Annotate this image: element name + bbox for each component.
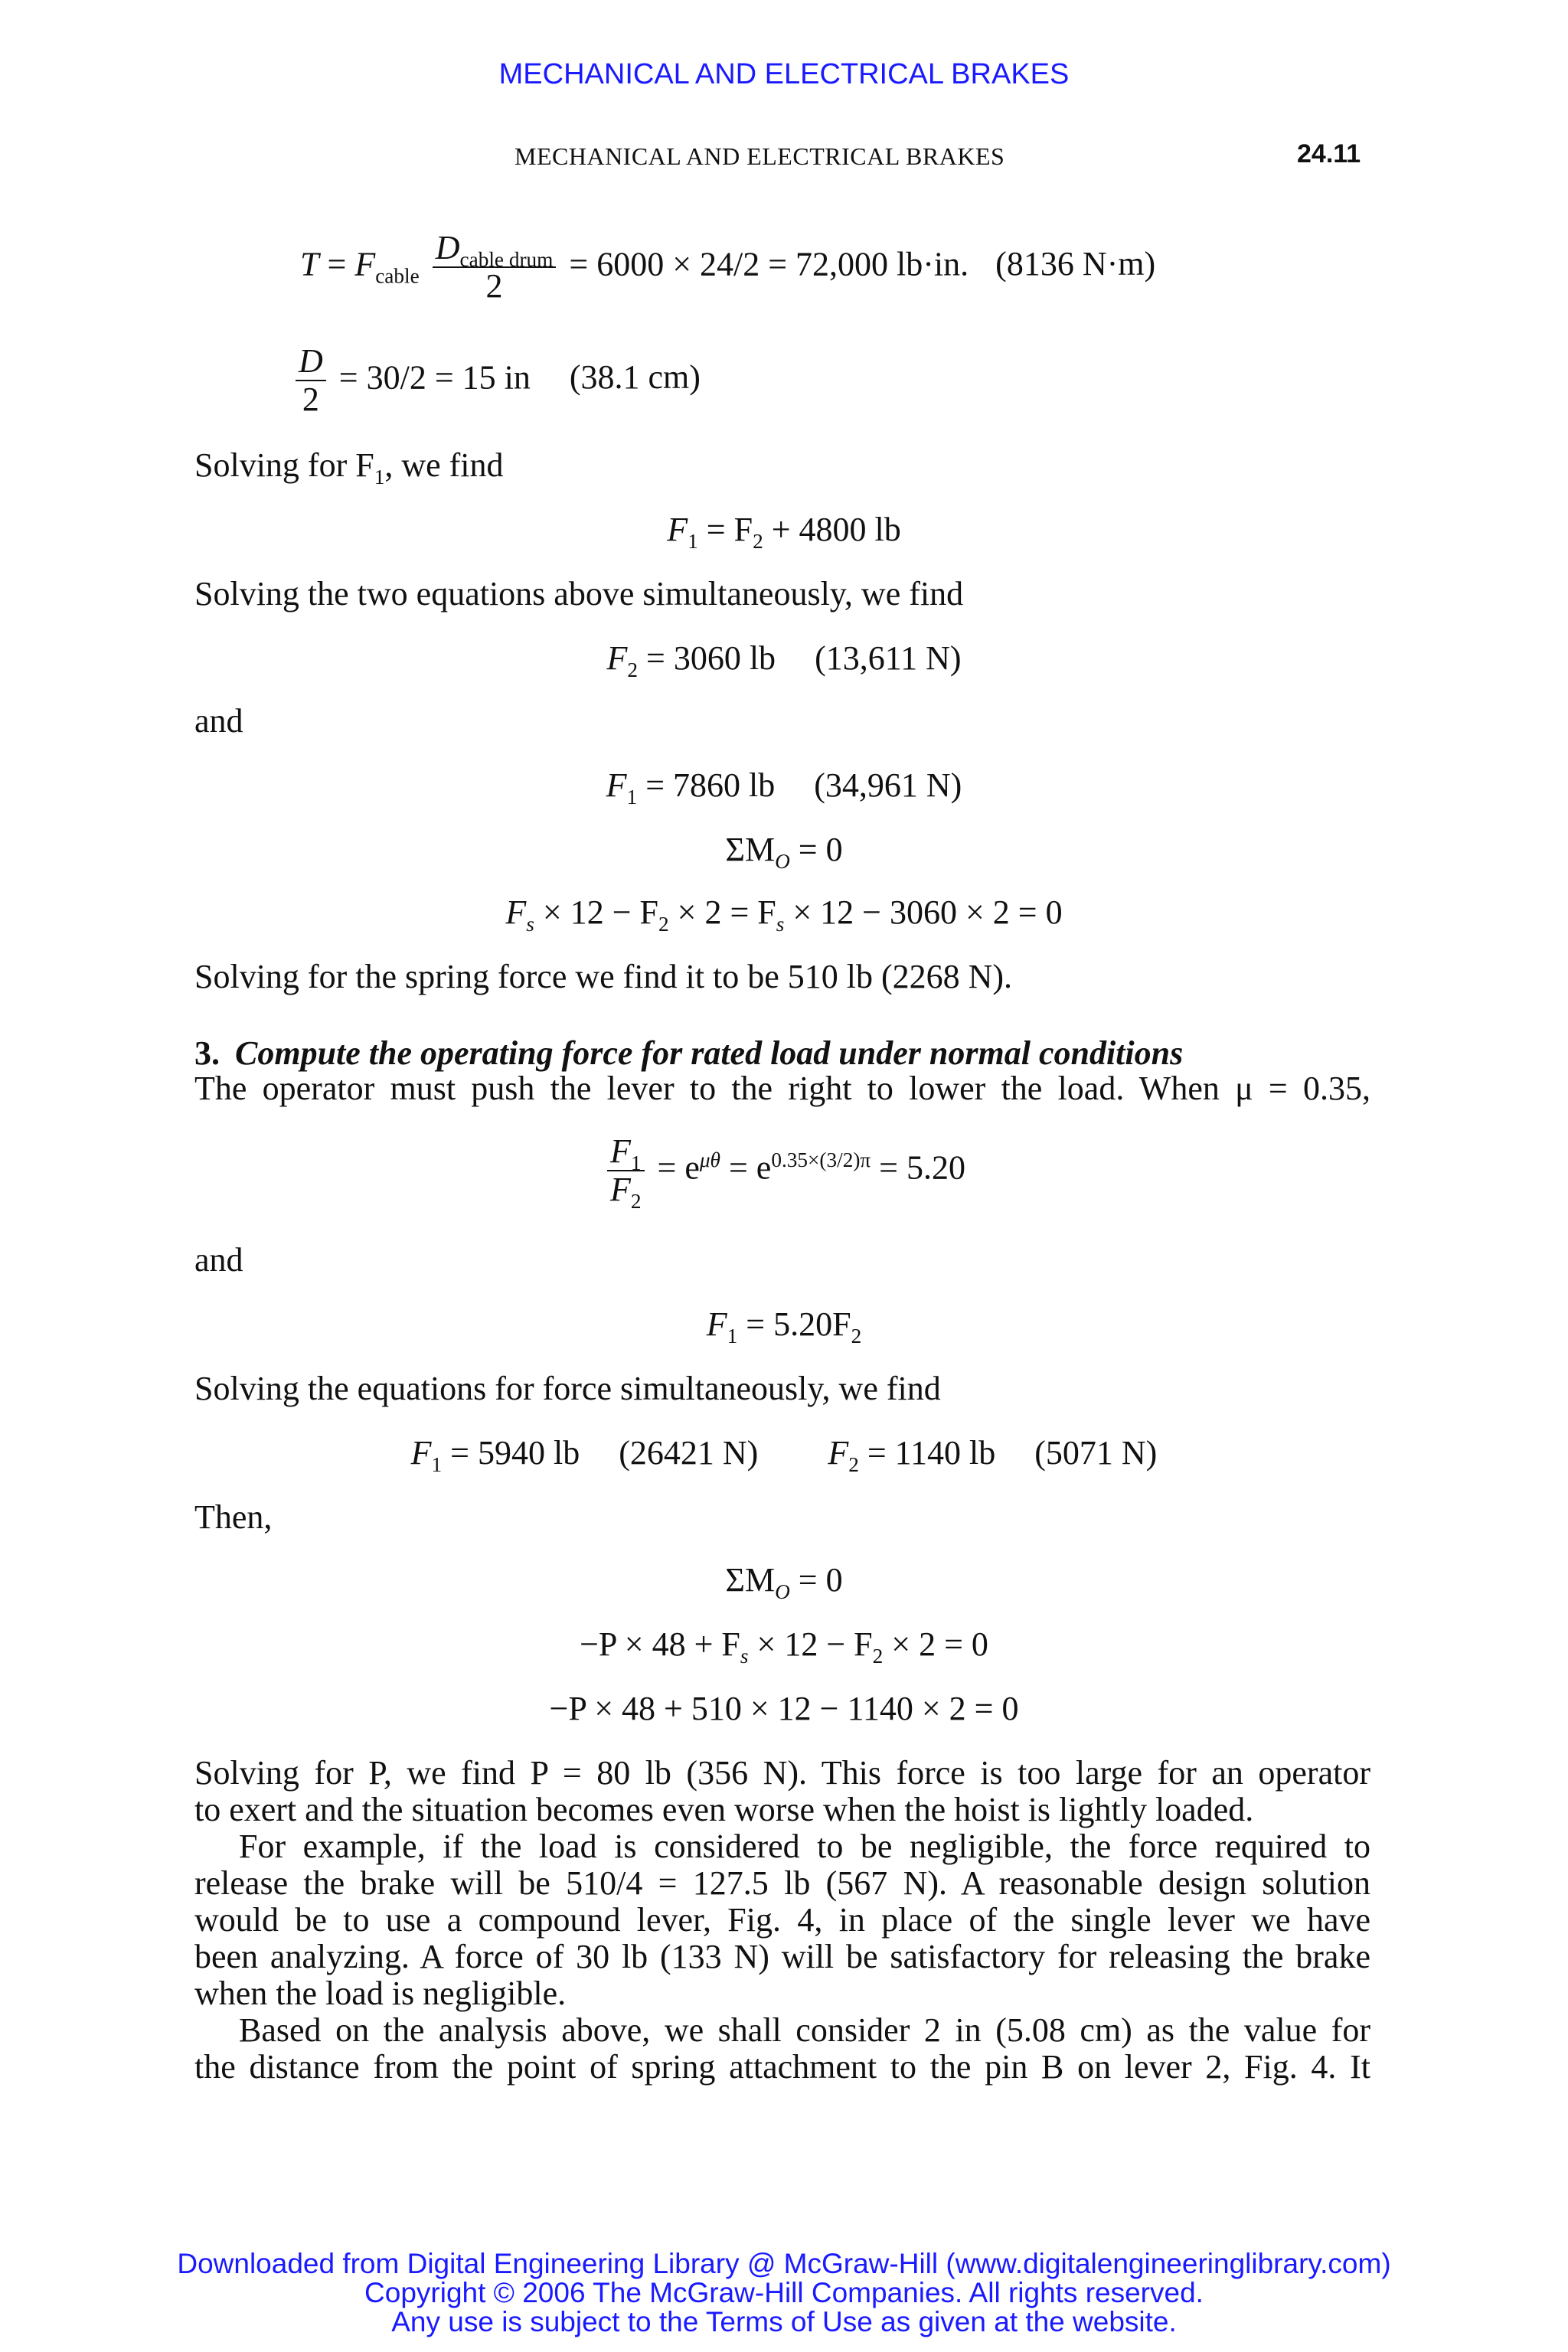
moment-equation-2: $\Sigma M_O = 0$ [725,1561,843,1603]
p-equation-1: $-P \times 48 + F_s \times 12 - F_2 \times 2 = 0$ [580,1625,988,1668]
force-ratio-fraction: $\frac{F_1}{F_2}$ [607,1133,645,1209]
footer-terms-link[interactable]: Any use is subject to the Terms of Use as given at the website. [391,2306,1177,2337]
page-number: 24.11 [1297,139,1361,168]
then-text: Then, [194,1498,273,1536]
solving-force-text: Solving the equations for force simultaneously, we find [194,1370,941,1407]
operator-line: The operator must push the lever to the right to lower the load. When μ = 0.35, [194,1070,1370,1107]
running-head: MECHANICAL AND ELECTRICAL BRAKES [514,142,1005,170]
f1-result-equation: $F_1 = 7860$ lb (34,961 N) [606,766,962,808]
solving-two-text: Solving the two equations above simultaneously, we find [194,575,964,612]
f1-f2-equation: $F_1 = F_2 + 4800$ lb [667,511,901,553]
spring-moment-equation: $F_s \times 12 - F_2 \times 2 = F_s \times 12 - 3060 \times 2 = 0$ [505,893,1063,936]
step-3-heading: 3. Compute the operating force for rated load under normal conditions [194,1034,1184,1072]
radius-fraction: $\frac{D}{2}$ [296,343,326,419]
ratio-equation: $\frac{F_1}{F_2}$ = $e^{\mu\theta} = e^{0.35\times(3/2)\pi} = 5.20$ [0,1133,1568,1209]
radius-equation: $\frac{D}{2}$ = 30/2 = 15 in (38.1 cm) [291,343,701,419]
and-text-2: and [194,1241,243,1279]
footer-download-link[interactable]: Downloaded from Digital Engineering Library @ McGraw-Hill (www.digitalengineeringlibrary.com) [177,2248,1391,2279]
and-text-1: and [194,702,243,740]
cable-drum-fraction: $\frac{D_{cable drum}}{2}$ [433,230,557,305]
p-equation-2: −P × 48 + 510 × 12 − 1140 × 2 = 0 [549,1690,1019,1727]
moment-equation-1: $\Sigma M_O = 0$ [725,831,843,873]
solving-f1-text: Solving for $F_1$, we find [194,446,504,488]
top-banner[interactable]: MECHANICAL AND ELECTRICAL BRAKES [498,58,1070,90]
footer-copyright: Copyright © 2006 The McGraw-Hill Companies. All rights reserved. [364,2277,1204,2308]
torque-equation: $T = F_{cable}$ $\frac{D_{cable drum}}{2}$ = 6000 × 24/2 = 72,000 lb·in. (8136 N·m) [300,229,1156,305]
spring-force-text: Solving for the spring force we find it to be 510 lb (2268 N). [194,958,1013,995]
f1-520-equation: $F_1 = 5.20F_2$ [706,1305,862,1348]
f2-result-equation: $F_2 = 3060$ lb (13,611 N) [606,639,962,681]
force-pair-equation: $F_1 = 5940$ lb (26421 N) $F_2 = 1140$ lb (5071 N) [410,1434,1158,1476]
